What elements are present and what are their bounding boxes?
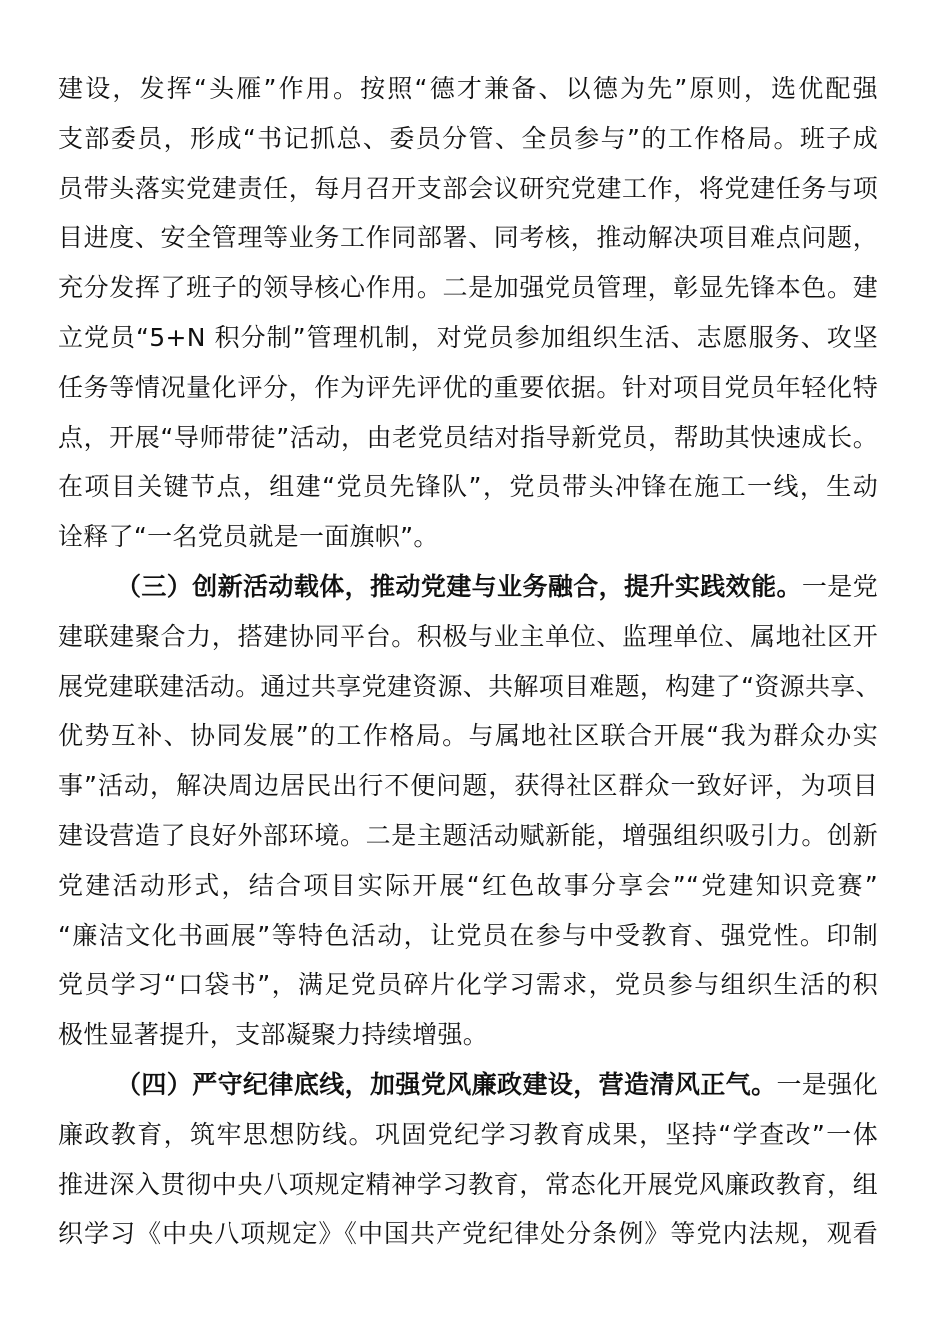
text-line: 建设营造了良好外部环境。二是主题活动赋新能，增强组织吸引力。创新 <box>58 820 878 850</box>
section-heading: （三）创新活动载体，推动党建与业务融合，提升实践效能。 <box>116 571 802 601</box>
paragraph-3 <box>58 1060 878 1259</box>
text-line: 极性显著提升，支部凝聚力持续增强。 <box>58 1020 489 1050</box>
text-line: 党建活动形式，结合项目实际开展“红色故事分享会”“党建知识竞赛” <box>58 870 878 900</box>
document-page <box>58 64 881 1259</box>
text-line: 织学习《中央八项规定》《中国共产党纪律处分条例》等党内法规，观看 <box>58 1219 878 1249</box>
text-line: 目进度、安全管理等业务工作同部署、同考核，推动解决项目难点问题， <box>58 223 878 253</box>
paragraph-2 <box>58 562 881 1060</box>
text-line: 支部委员，形成“书记抓总、委员分管、全员参与”的工作格局。班子成 <box>58 123 878 153</box>
text-line: 推进深入贯彻中央八项规定精神学习教育，常态化开展党风廉政教育，组 <box>58 1169 878 1199</box>
text-line: 廉政教育，筑牢思想防线。巩固党纪学习教育成果，坚持“学查改”一体 <box>58 1119 878 1149</box>
text-line: 点，开展“导师带徒”活动，由老党员结对指导新党员，帮助其快速成长。 <box>58 422 878 452</box>
text-line: 立党员“5+N 积分制”管理机制，对党员参加组织生活、志愿服务、攻坚 <box>58 322 878 352</box>
text-line: “廉洁文化书画展”等特色活动，让党员在参与中受教育、强党性。印制 <box>58 920 878 950</box>
text-line: 展党建联建活动。通过共享党建资源、共解项目难题，构建了“资源共享、 <box>58 671 881 701</box>
text-line: 建设，发挥“头雁”作用。按照“德才兼备、以德为先”原则，选优配强 <box>58 74 878 103</box>
text-line: 党员学习“口袋书”，满足党员碎片化学习需求，党员参与组织生活的积 <box>58 970 878 1000</box>
text-line: 建联建聚合力，搭建协同平台。积极与业主单位、监理单位、属地社区开 <box>58 621 878 651</box>
section-heading-line <box>58 1060 878 1110</box>
text-line: 在项目关键节点，组建“党员先锋队”，党员带头冲锋在施工一线，生动 <box>58 472 878 502</box>
section-heading-line <box>58 562 878 612</box>
text-line: 诠释了“一名党员就是一面旗帜”。 <box>58 522 439 552</box>
paragraph-1 <box>58 64 878 562</box>
text-line: 优势互补、协同发展”的工作格局。与属地社区联合开展“我为群众办实 <box>58 721 878 751</box>
heading-continuation: 一是强化 <box>776 1069 878 1099</box>
text-line: 任务等情况量化评分，作为评先评优的重要依据。针对项目党员年轻化特 <box>58 372 878 402</box>
section-heading: （四）严守纪律底线，加强党风廉政建设，营造清风正气。 <box>116 1069 777 1099</box>
heading-continuation: 一是党 <box>801 571 878 601</box>
text-line: 员带头落实党建责任，每月召开支部会议研究党建工作，将党建任务与项 <box>58 173 878 203</box>
text-line: 事”活动，解决周边居民出行不便问题，获得社区群众一致好评，为项目 <box>58 771 878 801</box>
text-line: 充分发挥了班子的领导核心作用。二是加强党员管理，彰显先锋本色。建 <box>58 273 878 303</box>
